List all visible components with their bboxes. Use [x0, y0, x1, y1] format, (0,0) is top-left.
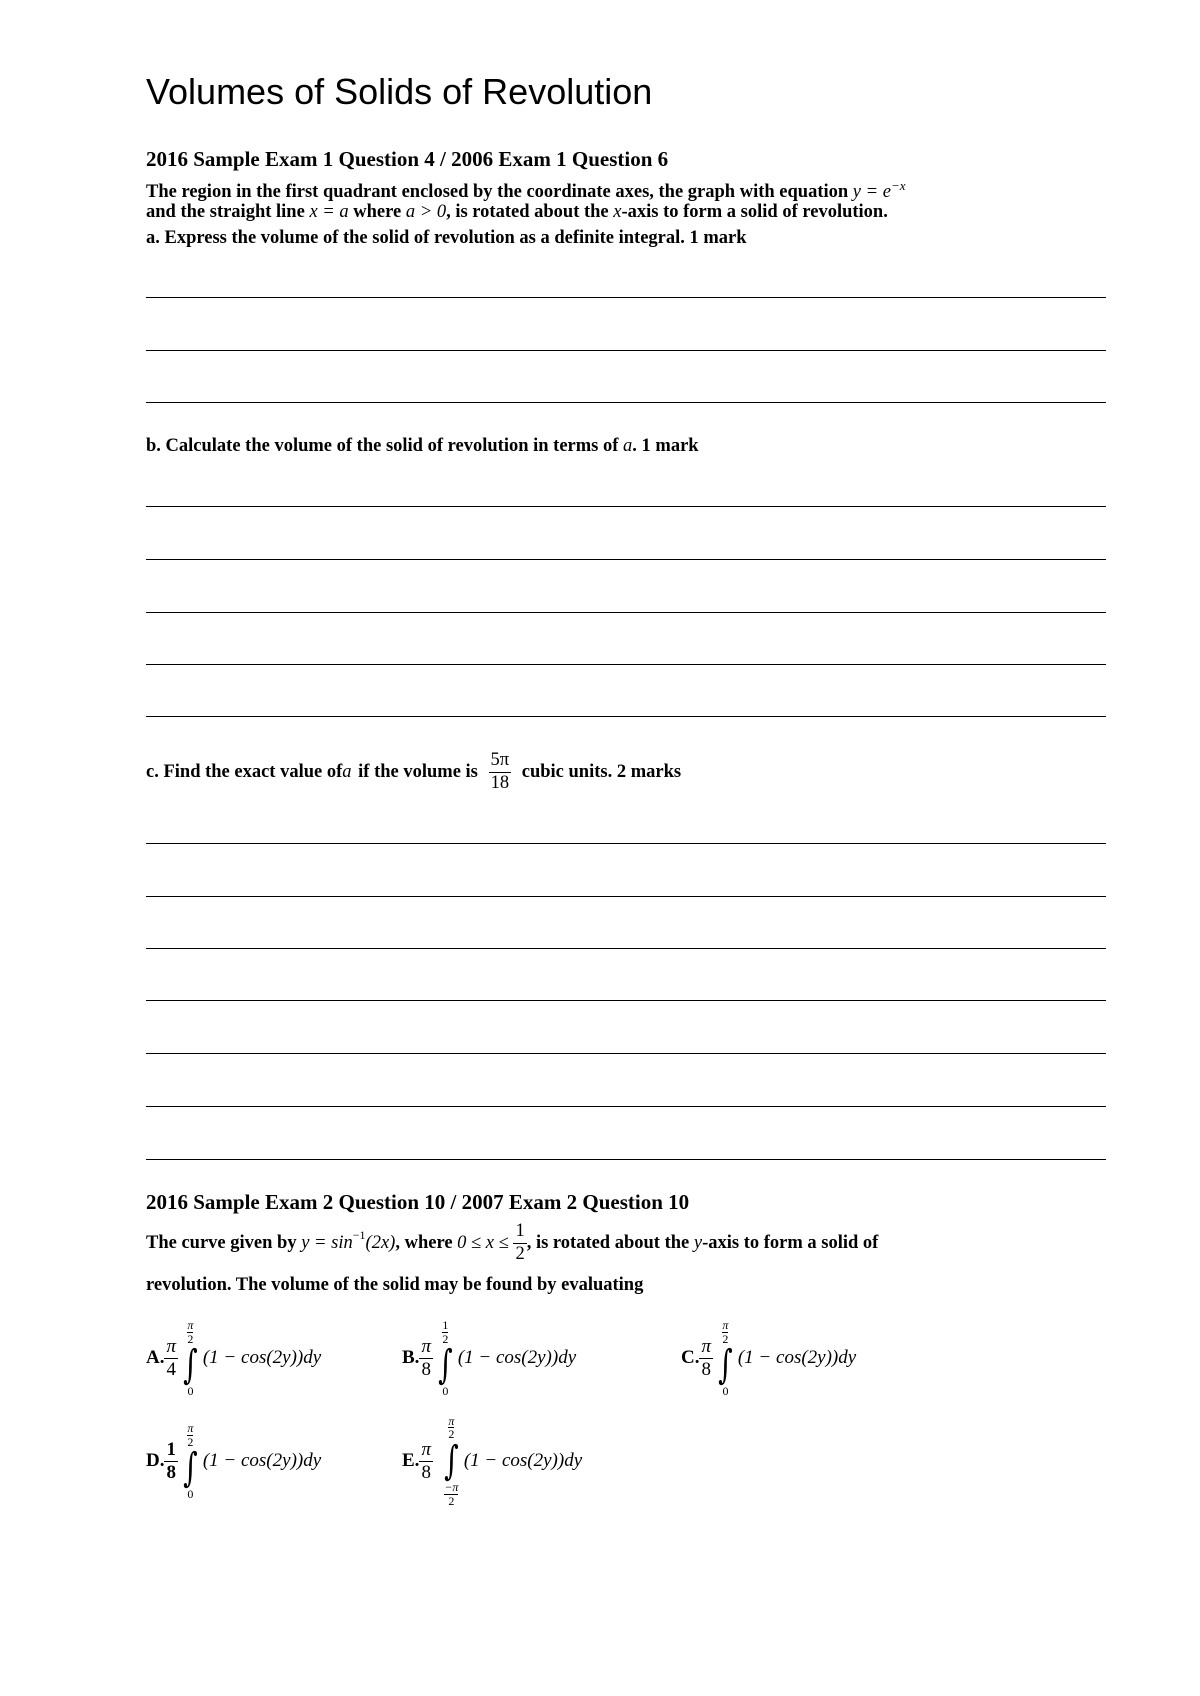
upper-limit-den: 2	[448, 1427, 455, 1442]
integral-sign	[435, 1319, 456, 1397]
q2-inverse-exp: −1	[352, 1227, 366, 1242]
q1-heading: 2016 Sample Exam 1 Question 4 / 2006 Exam 1 Question 6	[146, 147, 669, 171]
answer-line	[146, 1159, 1106, 1160]
integrand: (1 − cos(2y))dy	[737, 1347, 857, 1368]
answer-line	[146, 350, 1106, 351]
coef-numerator: π	[421, 1335, 431, 1357]
option-label: D.	[146, 1450, 165, 1471]
q1-intro2-text-d: -axis to form a solid of revolution.	[621, 202, 888, 222]
q1-intro2-text-b: where	[348, 202, 406, 222]
answer-line	[146, 506, 1106, 507]
integral-symbol: ∫	[718, 1342, 733, 1389]
coefficient-fraction	[164, 1336, 178, 1381]
answer-line	[146, 402, 1106, 403]
coef-denominator: 8	[701, 1358, 711, 1380]
q1-part-c-mid: if the volume is	[353, 761, 483, 782]
option-d[interactable]	[146, 1413, 321, 1509]
q1-condition: a > 0	[405, 202, 447, 222]
answer-line	[146, 716, 1106, 717]
half-denominator: 2	[515, 1243, 525, 1264]
upper-limit-num: π	[187, 1420, 194, 1435]
lower-limit: 0	[187, 1384, 194, 1399]
coef-denominator: 8	[166, 1461, 176, 1483]
q2-argument: (2x)	[365, 1232, 396, 1253]
option-c[interactable]	[681, 1310, 856, 1406]
q2-line1-text-b: , where	[395, 1232, 458, 1253]
upper-limit-den: 2	[187, 1434, 194, 1449]
coef-numerator: π	[166, 1335, 177, 1357]
option-b[interactable]	[402, 1310, 576, 1406]
option-label: A.	[146, 1347, 165, 1368]
q2-equation: y = sin	[301, 1232, 353, 1253]
volume-denominator: 18	[490, 772, 510, 793]
upper-limit-den: 2	[442, 1331, 449, 1346]
coefficient-fraction	[164, 1439, 178, 1484]
q1-part-b	[146, 433, 699, 460]
integral-symbol: ∫	[183, 1342, 198, 1389]
integrand: (1 − cos(2y))dy	[202, 1450, 322, 1471]
q1-intro-text: The region in the first quadrant enclosed by the coordinate axes, the graph with equation	[146, 182, 853, 203]
answer-line	[146, 1106, 1106, 1107]
option-label: B.	[402, 1347, 420, 1368]
q1-intro2-text-a: and the straight line	[146, 202, 310, 222]
upper-limit-num: π	[187, 1317, 194, 1332]
coef-denominator: 4	[166, 1358, 176, 1380]
upper-limit-den: 2	[187, 1331, 194, 1346]
option-a[interactable]	[146, 1310, 321, 1406]
q1-line-equation: x = a	[309, 202, 349, 222]
volume-fraction	[489, 750, 512, 794]
integral-sign	[180, 1319, 201, 1397]
answer-line	[146, 559, 1106, 560]
q2-line2: revolution. The volume of the solid may be found by evaluating	[146, 1275, 644, 1295]
q1-axis-var: x	[613, 202, 622, 222]
integral-symbol: ∫	[438, 1342, 453, 1389]
coefficient-fraction	[699, 1336, 713, 1381]
coef-numerator: π	[421, 1438, 431, 1460]
q2-line1	[146, 1216, 878, 1270]
coef-denominator: 8	[421, 1358, 431, 1380]
answer-line	[146, 948, 1106, 949]
q1-intro-line2	[146, 199, 888, 226]
answer-line	[146, 1053, 1106, 1054]
half-fraction	[513, 1221, 526, 1265]
coef-denominator: 8	[421, 1461, 431, 1483]
integrand: (1 − cos(2y))dy	[463, 1450, 583, 1471]
option-label: E.	[402, 1450, 420, 1471]
integral-symbol: ∫	[183, 1445, 198, 1492]
page-title: Volumes of Solids of Revolution	[146, 71, 653, 112]
integral-sign	[180, 1422, 201, 1500]
integral-symbol: ∫	[444, 1438, 459, 1484]
lower-limit-den: 2	[448, 1493, 455, 1508]
q2-heading: 2016 Sample Exam 2 Question 10 / 2007 Exam 2 Question 10	[146, 1190, 690, 1214]
upper-limit-den: 2	[722, 1331, 729, 1346]
lower-limit: 0	[187, 1487, 194, 1502]
upper-limit-num: π	[448, 1413, 455, 1428]
answer-line	[146, 1000, 1106, 1001]
lower-limit-num: −π	[444, 1480, 459, 1494]
lower-limit: 0	[722, 1384, 729, 1399]
integrand: (1 − cos(2y))dy	[202, 1347, 322, 1368]
coefficient-fraction	[419, 1439, 433, 1484]
integral-sign	[715, 1319, 736, 1397]
q2-range: 0 ≤ x ≤	[457, 1232, 514, 1253]
upper-limit-num: π	[722, 1317, 729, 1332]
lower-limit	[444, 1481, 458, 1507]
integrand: (1 − cos(2y))dy	[457, 1347, 577, 1368]
q1-part-b-end: . 1 mark	[632, 436, 699, 456]
half-numerator: 1	[513, 1221, 526, 1243]
q2-axis-var: y	[693, 1232, 703, 1253]
coef-numerator: π	[701, 1335, 712, 1357]
q1-part-c-end: cubic units. 2 marks	[517, 761, 682, 782]
q2-line1-text-a: The curve given by	[146, 1232, 302, 1253]
q1-part-b-var: a	[623, 436, 633, 456]
integral-sign	[441, 1415, 462, 1507]
upper-limit-num: 1	[442, 1317, 449, 1332]
answer-line	[146, 664, 1106, 665]
q1-part-a: a. Express the volume of the solid of revolution as a definite integral. 1 mark	[146, 228, 747, 248]
volume-numerator: 5π	[489, 750, 512, 772]
answer-line	[146, 612, 1106, 613]
option-label: C.	[681, 1347, 700, 1368]
coefficient-fraction	[419, 1336, 433, 1381]
q1-part-c-text: c. Find the exact value of	[146, 761, 343, 782]
q1-part-c	[146, 744, 681, 800]
lower-limit: 0	[442, 1384, 449, 1399]
q1-intro2-text-c: , is rotated about the	[446, 202, 614, 222]
answer-line	[146, 843, 1106, 844]
q2-line1-text-d: -axis to form a solid of	[702, 1232, 879, 1253]
q1-equation: y = e	[852, 182, 891, 203]
answer-line	[146, 896, 1106, 897]
q1-part-b-text: b. Calculate the volume of the solid of revolution in terms of	[146, 436, 624, 456]
option-e[interactable]	[402, 1405, 582, 1517]
q2-line1-text-c: , is rotated about the	[526, 1232, 694, 1253]
q1-exponent: −x	[890, 178, 906, 193]
answer-line	[146, 297, 1106, 298]
coef-numerator: 1	[166, 1438, 176, 1460]
q1-part-c-var: a	[342, 761, 352, 782]
